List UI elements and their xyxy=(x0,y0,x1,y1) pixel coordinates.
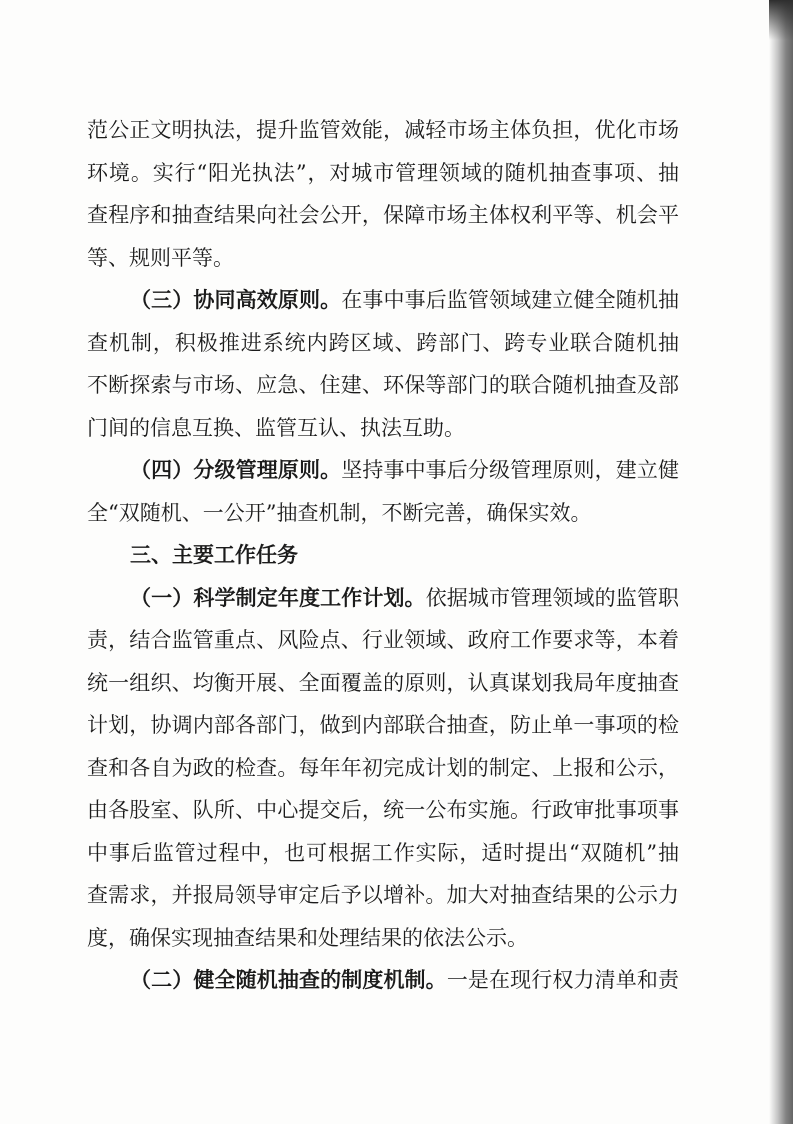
section-title: （三）协同高效原则。 xyxy=(130,288,342,312)
scan-edge-shadow xyxy=(769,0,793,40)
text-line: 等、规则平等。 xyxy=(87,245,234,270)
text-line: 环境。实行“阳光执法”，对城市管理领域的随机抽查事项、抽 xyxy=(87,160,679,185)
text-line: 计划，协调内部各部门，做到内部联合抽查，防止单一事项的检 xyxy=(87,713,679,737)
text-line: 责，结合监管重点、风险点、行业领域、政府工作要求等，本着 xyxy=(87,628,679,652)
text-line: 范公正文明执法，提升监管效能，减轻市场主体负担，优化市场 xyxy=(87,118,679,142)
text-line: （四）分级管理原则。坚持事中事后分级管理原则，建立健 xyxy=(130,458,679,482)
text-line: 统一组织、均衡开展、全面覆盖的原则，认真谋划我局年度抽查 xyxy=(87,670,679,695)
text-line: 查程序和抽查结果向社会公开，保障市场主体权利平等、机会平 xyxy=(87,203,679,227)
text-line: （三）协同高效原则。在事中事后监管领域建立健全随机抽 xyxy=(130,288,679,312)
chapter-heading: 三、主要工作任务 xyxy=(130,543,298,567)
section-title: （一）科学制定年度工作计划。 xyxy=(130,585,426,610)
text-line: （二）健全随机抽查的制度机制。一是在现行权力清单和责 xyxy=(130,968,679,992)
body-text xyxy=(87,109,679,1002)
text-line: 不断探索与市场、应急、住建、环保等部门的联合随机抽查及部 xyxy=(87,373,679,397)
text-line: 全“双随机、一公开”抽查机制，不断完善，确保实效。 xyxy=(87,500,592,525)
section-title: （四）分级管理原则。 xyxy=(130,458,342,482)
text-line: 度，确保实现抽查结果和处理结果的依法公示。 xyxy=(87,925,528,950)
text-line: 查机制，积极推进系统内跨区域、跨部门、跨专业联合随机抽 xyxy=(87,330,679,355)
text-line: 中事后监管过程中，也可根据工作实际，适时提出“双随机”抽 xyxy=(87,840,679,865)
text-line: （一）科学制定年度工作计划。依据城市管理领域的监管职 xyxy=(130,585,679,610)
text-line: 门间的信息互换、监管互认、执法互助。 xyxy=(87,415,465,440)
text-line: 由各股室、队所、中心提交后，统一公布实施。行政审批事项事 xyxy=(87,798,679,822)
text-line: 查和各自为政的检查。每年年初完成计划的制定、上报和公示， xyxy=(87,755,679,780)
text-line: 查需求，并报局领导审定后予以增补。加大对抽查结果的公示力 xyxy=(87,883,679,907)
scan-edge xyxy=(769,0,793,1124)
section-title: （二）健全随机抽查的制度机制。 xyxy=(130,968,447,992)
